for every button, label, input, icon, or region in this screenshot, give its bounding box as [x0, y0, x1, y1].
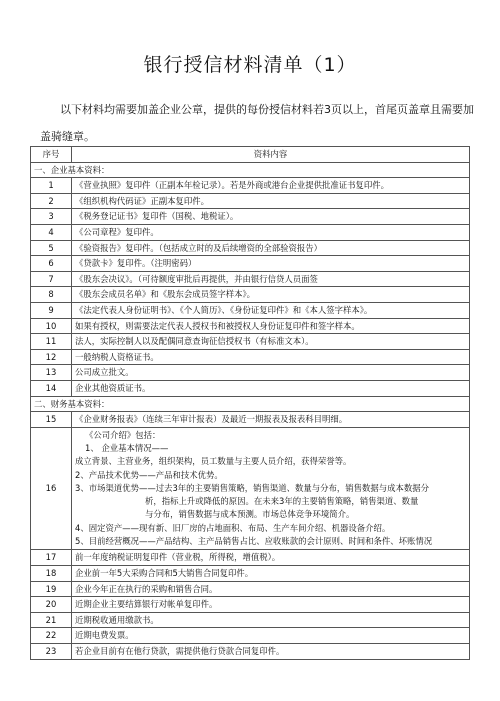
row-number: 22 [31, 628, 72, 644]
row-number: 7 [31, 271, 72, 287]
row-number: 17 [31, 550, 72, 566]
table-row [31, 256, 470, 272]
row-number: 6 [31, 256, 72, 272]
row-number: 13 [31, 365, 72, 381]
table-row [31, 209, 470, 225]
row-content: 若企业目前有在他行贷款，需提供他行贷款合同复印件。 [72, 643, 470, 659]
row-number: 18 [31, 565, 72, 581]
intro-line-2: 盖骑缝章。 [40, 130, 95, 143]
row-number: 10 [31, 318, 72, 334]
table-row [31, 550, 470, 566]
row-content: 《验资报告》复印件。（包括成立时的及后续增资的全部验资报告） [72, 240, 470, 256]
intro-paragraph [40, 96, 474, 150]
row-content: 《贷款卡》复印件。（注明密码） [72, 256, 470, 272]
intro-line: 成立背景、主营业务，组织架构，员工数量与主要人员介绍，获得荣誉等。 [75, 456, 352, 467]
row-content: 近期税收通用缴款书。 [72, 612, 470, 628]
intro-line: 析，指标上升或降低的原因。在未来3年的主要销售策略，销售渠道、数量 [145, 496, 419, 507]
intro-line: 5、目前经营概况——产品结构、主产品销售占比、应收账款的会计原则、时间和条件、坏账情况 [75, 536, 433, 547]
row-content: 近期企业主要结算银行对帐单复印件。 [72, 597, 470, 613]
section-row [31, 162, 470, 178]
intro-line: 1、 企业基本情况—— [85, 442, 169, 453]
section-title-basic: 一、企业基本资料： [31, 162, 470, 178]
row-content: 《组织机构代码证》正副本复印件。 [72, 193, 470, 209]
table-row [31, 193, 470, 209]
header-no: 序号 [31, 147, 72, 163]
row-content: 《股东会成员名单》和《股东会成员签字样本》。 [72, 287, 470, 303]
row-number: 11 [31, 334, 72, 350]
row-content: 《税务登记证书》复印件（国税、地税证）。 [72, 209, 470, 225]
row-content: 法人，实际控制人以及配偶同意查询征信授权书（有标准文本）。 [72, 334, 470, 350]
row-number: 9 [31, 302, 72, 318]
row-number: 14 [31, 380, 72, 396]
row-content: 企业前一年5大采购合同和5大销售合同复印件。 [72, 565, 470, 581]
table-row [31, 318, 470, 334]
table-row [31, 365, 470, 381]
row-number: 23 [31, 643, 72, 659]
table-row [31, 334, 470, 350]
row-content: 前一年度纳税证明复印件（营业税，所得税，增值税）。 [72, 550, 470, 566]
intro-line: 2、产品技术优势——产品和技术优势。 [75, 469, 223, 480]
intro-line: 3、市场渠道优势——过去3年的主要销售策略，销售渠道、数量与分布，销售数据与成本数据分 [75, 482, 430, 493]
row-content: 企业其他资质证书。 [72, 380, 470, 396]
row-number: 16 [31, 427, 72, 550]
table-row [31, 380, 470, 396]
table-row [31, 412, 470, 428]
table-row [31, 287, 470, 303]
row-number: 20 [31, 597, 72, 613]
page-title: 银行授信材料清单（1） [143, 54, 357, 76]
row-number: 12 [31, 349, 72, 365]
row-content: 《股东会决议》。（可待额度审批后再提供，并由银行信贷人员面签 [72, 271, 470, 287]
intro-line: 与分布，销售数据与成本预测。市场总体竞争环境简介。 [145, 509, 355, 520]
row-content: 如果有授权，则需要法定代表人授权书和被授权人身份证复印件和签字样本。 [72, 318, 470, 334]
table-row [31, 178, 470, 194]
row-number: 8 [31, 287, 72, 303]
row-number: 3 [31, 209, 72, 225]
row-content: 《企业财务报表》（连续三年审计报表）及最近一期报表及报表科目明细。 [72, 412, 470, 428]
intro-line-1: 以下材料均需要加盖企业公章，提供的每份授信材料若3页以上，首尾页盖章且需要加 [60, 103, 474, 116]
row-content: 公司成立批文。 [72, 365, 470, 381]
table-row [31, 581, 470, 597]
row-number: 19 [31, 581, 72, 597]
row-number: 15 [31, 412, 72, 428]
row-content: 一般纳税人资格证书。 [72, 349, 470, 365]
table-row-company-intro [31, 427, 470, 550]
row-content: 企业今年正在执行的采购和销售合同。 [72, 581, 470, 597]
table-row [31, 224, 470, 240]
row-number: 1 [31, 178, 72, 194]
table-row [31, 565, 470, 581]
row-content: 《法定代表人身份证明书》、《个人简历》、《身份证复印件》和《本人签字样本》。 [72, 302, 470, 318]
table-row [31, 628, 470, 644]
table-row [31, 597, 470, 613]
row-number: 4 [31, 224, 72, 240]
row-content: 《公司章程》复印件。 [72, 224, 470, 240]
row-number: 2 [31, 193, 72, 209]
intro-line: 4、固定资产——现有新、旧厂房的占地面积、布局、生产车间介绍、机器设备介绍。 [75, 522, 391, 533]
table-row [31, 271, 470, 287]
header-content: 资料内容 [72, 147, 470, 163]
intro-line: 《公司介绍》包括： [85, 429, 161, 440]
table-row [31, 643, 470, 659]
table-header-row [31, 147, 470, 163]
table-row [31, 302, 470, 318]
row-number: 21 [31, 612, 72, 628]
row-number: 5 [31, 240, 72, 256]
table-row [31, 612, 470, 628]
row-content: 近期电费发票。 [72, 628, 470, 644]
table-row [31, 349, 470, 365]
section-title-finance: 二、财务基本资料： [31, 396, 470, 412]
section-row [31, 396, 470, 412]
materials-table [30, 146, 470, 660]
row-content: 《营业执照》复印件（正副本年检记录）。若是外商或港台企业提供批准证书复印件。 [72, 178, 470, 194]
company-intro-content [72, 427, 470, 550]
table-row [31, 240, 470, 256]
